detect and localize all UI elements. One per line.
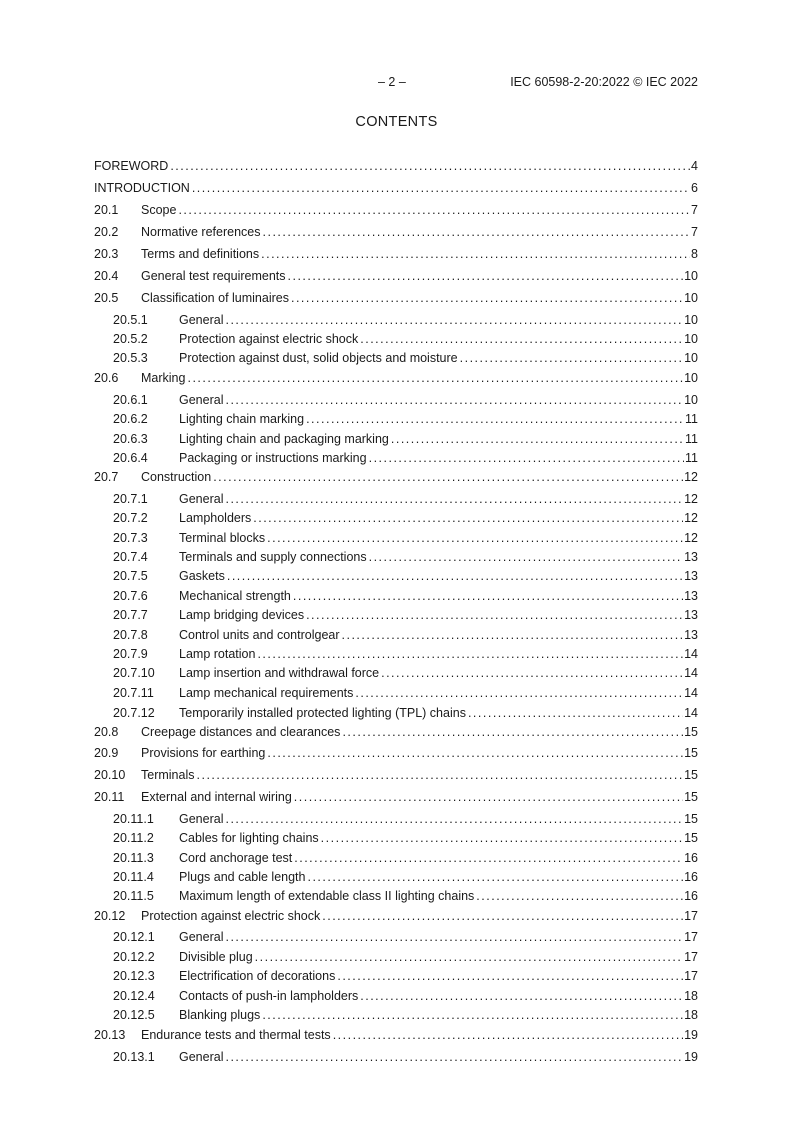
toc-page-number: 19	[684, 1028, 698, 1042]
toc-entry[interactable]	[113, 705, 698, 721]
toc-section-number: 20.8	[94, 725, 119, 739]
toc-entry[interactable]	[94, 268, 698, 284]
page-title: CONTENTS	[355, 114, 438, 130]
toc-entry[interactable]	[113, 491, 698, 507]
toc-entry-title: Mechanical strength	[179, 589, 291, 603]
toc-entry-title: Cables for lighting chains	[179, 831, 319, 845]
toc-entry[interactable]	[94, 290, 698, 306]
toc-page-number: 11	[685, 412, 698, 426]
toc-entry[interactable]	[113, 312, 698, 328]
toc-entry-title: Classification of luminaires	[141, 291, 289, 305]
toc-entry-title: Packaging or instructions marking	[179, 451, 367, 465]
toc-entry-title: General	[179, 1050, 224, 1064]
toc-section-number: 20.10	[94, 768, 126, 782]
toc-leader-dots	[261, 246, 690, 262]
toc-entry-title: Electrification of decorations	[179, 969, 336, 983]
toc-leader-dots	[253, 510, 683, 526]
toc-section-number: 20.7.12	[113, 706, 155, 720]
toc-entry-title: General	[179, 812, 224, 826]
toc-entry[interactable]	[113, 830, 698, 846]
toc-entry[interactable]	[94, 246, 698, 262]
toc-entry[interactable]	[113, 811, 698, 827]
toc-page-number: 13	[684, 569, 698, 583]
toc-leader-dots	[321, 830, 683, 846]
toc-page-number: 10	[684, 371, 698, 385]
toc-leader-dots	[288, 268, 684, 284]
toc-page-number: 12	[684, 470, 698, 484]
toc-leader-dots	[225, 392, 683, 408]
toc-entry-title: General	[179, 393, 224, 407]
toc-leader-dots	[262, 1007, 683, 1023]
toc-leader-dots	[192, 180, 690, 196]
toc-leader-dots	[255, 949, 683, 965]
toc-leader-dots	[197, 767, 684, 783]
toc-leader-dots	[187, 370, 683, 386]
toc-page-number: 16	[684, 889, 698, 903]
toc-entry-title: General test requirements	[141, 269, 286, 283]
toc-entry[interactable]	[113, 627, 698, 643]
toc-section-number: 20.7	[94, 470, 119, 484]
toc-section-number: 20.7.5	[113, 569, 148, 583]
toc-entry-title: General	[179, 492, 224, 506]
toc-entry[interactable]	[113, 510, 698, 526]
toc-section-number: 20.1	[94, 203, 119, 217]
toc-page-number: 12	[684, 531, 698, 545]
toc-entry[interactable]	[113, 646, 698, 662]
toc-leader-dots	[225, 811, 683, 827]
toc-leader-dots	[225, 929, 683, 945]
toc-page-number: 17	[684, 930, 698, 944]
toc-page-number: 15	[684, 768, 698, 782]
toc-entry[interactable]	[94, 469, 698, 485]
toc-page-number: 12	[684, 492, 698, 506]
toc-entry[interactable]	[94, 724, 698, 740]
toc-entry-title: Contacts of push-in lampholders	[179, 989, 359, 1003]
toc-leader-dots	[213, 469, 683, 485]
toc-entry[interactable]	[113, 392, 698, 408]
toc-page-number: 6	[691, 181, 698, 195]
toc-leader-dots	[369, 450, 684, 466]
toc-page-number: 13	[684, 608, 698, 622]
toc-leader-dots	[291, 290, 683, 306]
toc-leader-dots	[294, 850, 683, 866]
toc-section-number: 20.7.2	[113, 511, 148, 525]
toc-page-number: 11	[685, 451, 698, 465]
toc-leader-dots	[307, 869, 683, 885]
toc-entry-title: General	[179, 930, 224, 944]
toc-leader-dots	[369, 549, 683, 565]
toc-leader-dots	[342, 627, 684, 643]
toc-leader-dots	[337, 968, 683, 984]
toc-leader-dots	[227, 568, 683, 584]
toc-section-number: 20.11.4	[113, 870, 154, 884]
toc-entry-title: Lighting chain and packaging marking	[179, 432, 389, 446]
toc-section-number: 20.12.1	[113, 930, 155, 944]
page-header	[0, 75, 793, 93]
toc-section-number: 20.7.6	[113, 589, 148, 603]
toc-entry-title: Cord anchorage test	[179, 851, 293, 865]
toc-page-number: 14	[684, 686, 698, 700]
toc-section-number: 20.6.4	[113, 451, 148, 465]
toc-page-number: 15	[684, 831, 698, 845]
toc-section-number: 20.7.7	[113, 608, 148, 622]
toc-page-number: 17	[684, 909, 698, 923]
toc-entry-title: Control units and controlgear	[179, 628, 340, 642]
toc-page-number: 4	[691, 159, 698, 173]
toc-entry-title: Terminal blocks	[179, 531, 266, 545]
toc-section-number: 20.7.4	[113, 550, 148, 564]
toc-leader-dots	[178, 202, 690, 218]
toc-entry[interactable]	[113, 949, 698, 965]
toc-entry[interactable]	[94, 767, 698, 783]
toc-section-number: 20.11.2	[113, 831, 154, 845]
toc-page-number: 18	[684, 1008, 698, 1022]
toc-entry-title: Terminals	[141, 768, 195, 782]
toc-entry-title: Scope	[141, 203, 177, 217]
document-identifier: IEC 60598-2-20:2022 © IEC 2022	[510, 75, 698, 89]
toc-entry-title: Protection against electric shock	[179, 332, 359, 346]
toc-leader-dots	[225, 1049, 683, 1065]
toc-entry[interactable]	[113, 1049, 698, 1065]
toc-leader-dots	[468, 705, 683, 721]
toc-entry-title: FOREWORD	[94, 159, 169, 173]
toc-page-number: 14	[684, 666, 698, 680]
toc-entry[interactable]	[94, 202, 698, 218]
toc-page-number: 10	[684, 351, 698, 365]
toc-section-number: 20.6	[94, 371, 119, 385]
toc-leader-dots	[391, 431, 684, 447]
toc-section-number: 20.12.4	[113, 989, 155, 1003]
toc-entry[interactable]	[113, 1007, 698, 1023]
toc-leader-dots	[342, 724, 683, 740]
toc-leader-dots	[381, 665, 683, 681]
toc-entry[interactable]	[113, 350, 698, 366]
toc-entry[interactable]	[94, 789, 698, 805]
toc-section-number: 20.7.11	[113, 686, 154, 700]
toc-section-number: 20.13	[94, 1028, 126, 1042]
toc-leader-dots	[476, 888, 683, 904]
toc-section-number: 20.11.1	[113, 812, 154, 826]
toc-entry-title: General	[179, 313, 224, 327]
toc-entry-title: External and internal wiring	[141, 790, 292, 804]
toc-entry-title: Terms and definitions	[141, 247, 260, 261]
toc-entry-title: Temporarily installed protected lighting (TPL) chains	[179, 706, 466, 720]
page-number: – 2 –	[378, 75, 406, 89]
toc-leader-dots	[267, 530, 683, 546]
toc-entry[interactable]	[94, 908, 698, 924]
toc-section-number: 20.6.3	[113, 432, 148, 446]
toc-leader-dots	[306, 411, 684, 427]
toc-page-number: 10	[684, 313, 698, 327]
toc-entry-title: Creepage distances and clearances	[141, 725, 341, 739]
toc-entry[interactable]	[113, 968, 698, 984]
toc-section-number: 20.5	[94, 291, 119, 305]
toc-section-number: 20.6.1	[113, 393, 148, 407]
toc-entry-title: Plugs and cable length	[179, 870, 306, 884]
toc-entry-title: Endurance tests and thermal tests	[141, 1028, 331, 1042]
toc-entry-title: Provisions for earthing	[141, 746, 266, 760]
toc-entry[interactable]	[94, 224, 698, 240]
toc-entry-title: Protection against dust, solid objects and moisture	[179, 351, 458, 365]
toc-leader-dots	[460, 350, 683, 366]
toc-entry-title: Lamp bridging devices	[179, 608, 305, 622]
toc-section-number: 20.12.5	[113, 1008, 155, 1022]
toc-entry[interactable]	[113, 607, 698, 623]
toc-leader-dots	[293, 588, 683, 604]
toc-entry-title: INTRODUCTION	[94, 181, 190, 195]
toc-entry-title: Protection against electric shock	[141, 909, 321, 923]
toc-entry[interactable]	[94, 180, 698, 196]
toc-page-number: 15	[684, 725, 698, 739]
toc-page-number: 12	[684, 511, 698, 525]
toc-section-number: 20.7.3	[113, 531, 148, 545]
toc-page-number: 7	[691, 203, 698, 217]
toc-page-number: 8	[691, 247, 698, 261]
toc-entry-title: Lampholders	[179, 511, 252, 525]
toc-page-number: 17	[684, 950, 698, 964]
toc-section-number: 20.11	[94, 790, 125, 804]
toc-section-number: 20.3	[94, 247, 119, 261]
toc-section-number: 20.11.3	[113, 851, 154, 865]
toc-page-number: 19	[684, 1050, 698, 1064]
toc-leader-dots	[263, 224, 691, 240]
toc-section-number: 20.2	[94, 225, 119, 239]
toc-page-number: 18	[684, 989, 698, 1003]
toc-leader-dots	[294, 789, 683, 805]
toc-leader-dots	[267, 745, 683, 761]
toc-entry-title: Maximum length of extendable class II lighting chains	[179, 889, 475, 903]
toc-entry[interactable]	[113, 530, 698, 546]
toc-section-number: 20.12.3	[113, 969, 155, 983]
toc-entry[interactable]	[113, 588, 698, 604]
toc-entry[interactable]	[113, 869, 698, 885]
toc-section-number: 20.12	[94, 909, 126, 923]
toc-entry[interactable]	[94, 1027, 698, 1043]
toc-leader-dots	[306, 607, 683, 623]
toc-leader-dots	[257, 646, 683, 662]
toc-page-number: 14	[684, 706, 698, 720]
toc-entry[interactable]	[113, 431, 698, 447]
toc-section-number: 20.9	[94, 746, 119, 760]
toc-page-number: 17	[684, 969, 698, 983]
toc-entry-title: Lamp rotation	[179, 647, 256, 661]
toc-section-number: 20.13.1	[113, 1050, 155, 1064]
toc-leader-dots	[360, 988, 683, 1004]
toc-section-number: 20.7.9	[113, 647, 148, 661]
toc-section-number: 20.5.3	[113, 351, 148, 365]
toc-page-number: 11	[685, 432, 698, 446]
toc-entry[interactable]	[94, 745, 698, 761]
toc-page-number: 10	[684, 291, 698, 305]
toc-page-number: 10	[684, 269, 698, 283]
toc-entry-title: Divisible plug	[179, 950, 253, 964]
toc-section-number: 20.7.1	[113, 492, 148, 506]
toc-section-number: 20.12.2	[113, 950, 155, 964]
toc-section-number: 20.11.5	[113, 889, 154, 903]
toc-page-number: 13	[684, 628, 698, 642]
toc-leader-dots	[170, 158, 690, 174]
toc-entry[interactable]	[113, 685, 698, 701]
toc-section-number: 20.5.1	[113, 313, 148, 327]
toc-entry[interactable]	[94, 158, 698, 174]
toc-leader-dots	[322, 908, 683, 924]
toc-page-number: 14	[684, 647, 698, 661]
toc-entry-title: Marking	[141, 371, 186, 385]
toc-section-number: 20.4	[94, 269, 119, 283]
toc-page-number: 13	[684, 589, 698, 603]
toc-section-number: 20.5.2	[113, 332, 148, 346]
toc-section-number: 20.7.8	[113, 628, 148, 642]
toc-entry-title: Lighting chain marking	[179, 412, 305, 426]
toc-entry[interactable]	[113, 850, 698, 866]
toc-section-number: 20.6.2	[113, 412, 148, 426]
toc-page-number: 13	[684, 550, 698, 564]
toc-section-number: 20.7.10	[113, 666, 155, 680]
toc-entry[interactable]	[113, 568, 698, 584]
toc-entry-title: Gaskets	[179, 569, 225, 583]
toc-entry[interactable]	[113, 331, 698, 347]
toc-entry[interactable]	[113, 988, 698, 1004]
toc-leader-dots	[225, 312, 683, 328]
toc-leader-dots	[355, 685, 683, 701]
toc-entry-title: Construction	[141, 470, 212, 484]
toc-leader-dots	[333, 1027, 683, 1043]
toc-entry[interactable]	[113, 665, 698, 681]
toc-entry[interactable]	[113, 888, 698, 904]
toc-page-number: 16	[684, 870, 698, 884]
toc-entry-title: Normative references	[141, 225, 261, 239]
toc-entry[interactable]	[113, 929, 698, 945]
toc-leader-dots	[360, 331, 683, 347]
toc-entry-title: Blanking plugs	[179, 1008, 261, 1022]
toc-page-number: 15	[684, 812, 698, 826]
toc-page-number: 7	[691, 225, 698, 239]
toc-page-number: 15	[684, 790, 698, 804]
toc-entry[interactable]	[113, 549, 698, 565]
toc-entry-title: Terminals and supply connections	[179, 550, 367, 564]
toc-entry-title: Lamp mechanical requirements	[179, 686, 354, 700]
toc-entry[interactable]	[113, 450, 698, 466]
toc-page-number: 10	[684, 393, 698, 407]
toc-entry[interactable]	[113, 411, 698, 427]
toc-entry[interactable]	[94, 370, 698, 386]
toc-page-number: 10	[684, 332, 698, 346]
toc-leader-dots	[225, 491, 683, 507]
toc-page-number: 15	[684, 746, 698, 760]
toc-entry-title: Lamp insertion and withdrawal force	[179, 666, 380, 680]
toc-page-number: 16	[684, 851, 698, 865]
